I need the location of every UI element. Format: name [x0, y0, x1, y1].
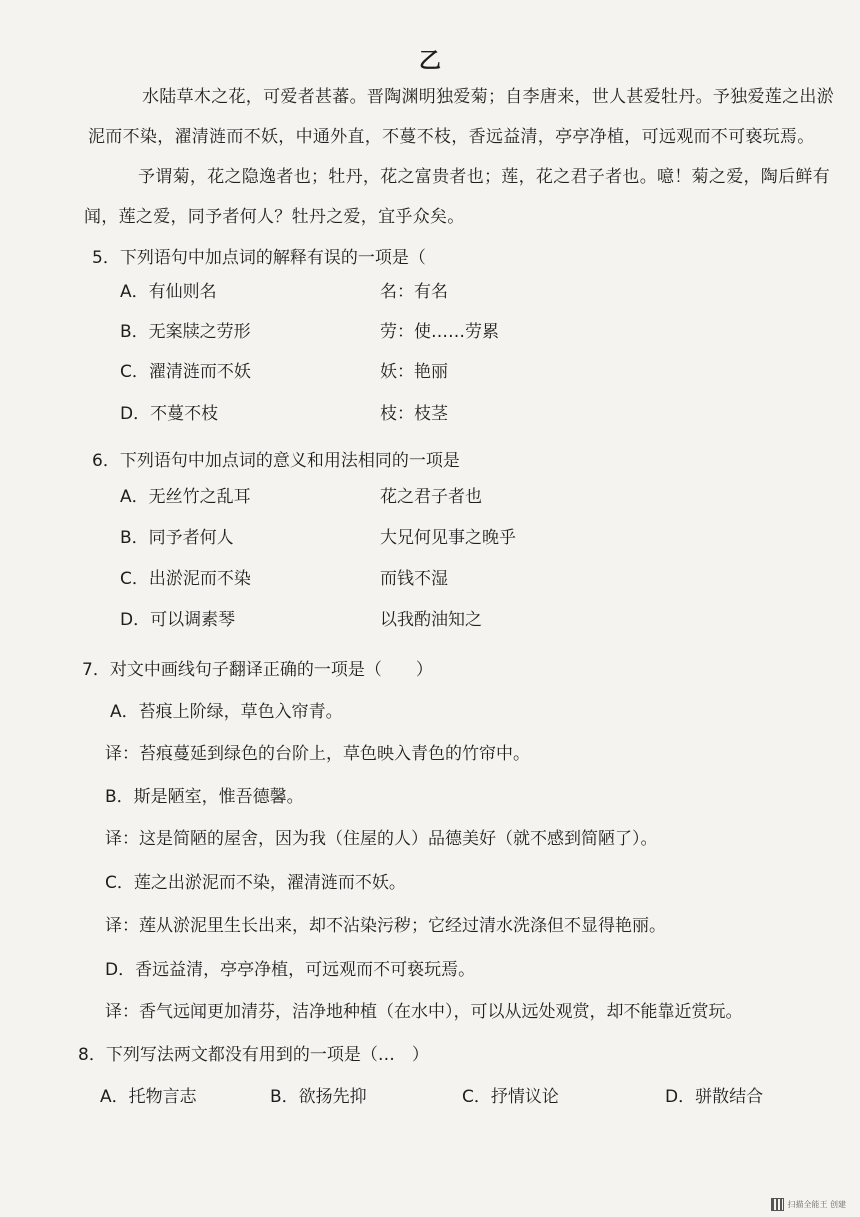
- q5-option-b-note: 劳：使……劳累: [380, 322, 499, 342]
- passage-line-1: 水陆草木之花，可爱者甚蕃。晋陶渊明独爱菊；自李唐来，世人甚爱牡丹。予独爱莲之出淤: [142, 87, 834, 107]
- q7-translation-b: 译：这是简陋的屋舍，因为我（住屋的人）品德美好（就不感到简陋了）。: [105, 829, 658, 849]
- q5-option-c-note: 妖：艳丽: [380, 362, 448, 382]
- q7-translation-c: 译：莲从淤泥里生长出来，却不沾染污秽；它经过清水洗涤但不显得艳丽。: [105, 916, 666, 936]
- q6-option-b: B．同予者何人: [120, 528, 234, 548]
- q5-option-b: B．无案牍之劳形: [120, 322, 251, 342]
- q5-option-a: A．有仙则名: [120, 282, 217, 302]
- q6-option-d-pair: 以我酌油知之: [380, 610, 482, 630]
- q5-option-d: D．不蔓不枝: [120, 404, 219, 424]
- question-7-stem: 7．对文中画线句子翻译正确的一项是（ ）: [82, 660, 433, 680]
- q6-option-a-pair: 花之君子者也: [380, 487, 482, 507]
- q6-option-a: A．无丝竹之乱耳: [120, 487, 251, 507]
- q6-option-d: D．可以调素琴: [120, 610, 236, 630]
- q8-option-c: C．抒情议论: [462, 1087, 559, 1107]
- question-8-stem: 8．下列写法两文都没有用到的一项是（… ）: [78, 1045, 429, 1065]
- q7-translation-d: 译：香气远闻更加清芬，洁净地种植（在水中），可以从远处观赏，却不能靠近赏玩。: [105, 1002, 743, 1022]
- question-6-stem: 6．下列语句中加点词的意义和用法相同的一项是: [92, 451, 460, 471]
- q6-option-c-pair: 而钱不湿: [380, 569, 448, 589]
- q5-option-d-note: 枝：枝茎: [380, 404, 448, 424]
- q5-option-c: C．濯清涟而不妖: [120, 362, 251, 382]
- passage-line-2: 泥而不染，濯清涟而不妖，中通外直，不蔓不枝，香远益清，亭亭净植，可远观而不可亵玩焉。: [88, 127, 815, 147]
- q6-option-b-pair: 大兄何见事之晚乎: [380, 528, 516, 548]
- q8-option-d: D．骈散结合: [665, 1087, 764, 1107]
- q7-option-a: A．苔痕上阶绿，草色入帘青。: [110, 702, 343, 722]
- q8-option-a: A．托物言志: [100, 1087, 197, 1107]
- q8-option-b: B．欲扬先抑: [270, 1087, 367, 1107]
- section-title: 乙: [418, 48, 441, 74]
- qr-code-icon: [771, 1198, 784, 1211]
- q7-option-d: D．香远益清，亭亭净植，可远观而不可亵玩焉。: [105, 960, 476, 980]
- q7-option-c: C．莲之出淤泥而不染，濯清涟而不妖。: [105, 873, 406, 893]
- scanner-watermark: [771, 1198, 846, 1211]
- q6-option-c: C．出淤泥而不染: [120, 569, 251, 589]
- q7-option-b: B．斯是陋室，惟吾德馨。: [105, 787, 304, 807]
- q7-translation-a: 译：苔痕蔓延到绿色的台阶上，草色映入青色的竹帘中。: [105, 744, 530, 764]
- question-5-stem: 5．下列语句中加点词的解释有误的一项是（: [92, 248, 426, 268]
- passage-line-3: 予谓菊，花之隐逸者也；牡丹，花之富贵者也；莲，花之君子者也。噫！菊之爱，陶后鲜有: [138, 167, 830, 187]
- passage-line-4: 闻，莲之爱，同予者何人？牡丹之爱，宜乎众矣。: [84, 207, 465, 227]
- watermark-text: 扫描全能王 创建: [787, 1200, 846, 1209]
- q5-option-a-note: 名：有名: [380, 282, 448, 302]
